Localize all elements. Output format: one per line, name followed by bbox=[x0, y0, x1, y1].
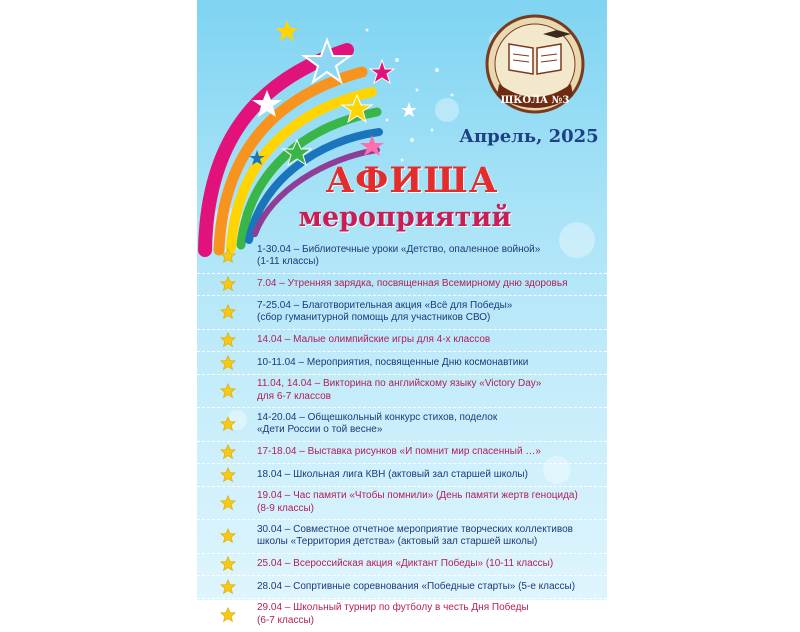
event-poster bbox=[197, 0, 607, 600]
event-item bbox=[197, 442, 607, 465]
event-text: 29.04 – Школьный турнир по футболу в честь Дня Победы bbox=[257, 602, 603, 615]
event-text: (сбор гуманитурной помощь для участников СВО) bbox=[257, 312, 603, 325]
star-bullet-icon bbox=[220, 556, 236, 572]
poster-date: Апрель, 2025 bbox=[459, 126, 599, 147]
event-text: 19.04 – Час памяти «Чтобы помнили» (День памяти жертв геноцида) bbox=[257, 490, 603, 503]
event-text: 7-25.04 – Благотворительная акция «Всё для Победы» bbox=[257, 300, 603, 313]
event-text: 17-18.04 – Выставка рисунков «И помнит мир спасенный …» bbox=[257, 446, 603, 459]
event-item bbox=[197, 296, 607, 330]
star-bullet-icon bbox=[220, 355, 236, 371]
event-text: (6-7 классы) bbox=[257, 615, 603, 628]
event-text: (8-9 классы) bbox=[257, 503, 603, 516]
event-text: школы «Территория детства» (актовый зал старшей школы) bbox=[257, 536, 603, 549]
event-item bbox=[197, 599, 607, 632]
event-item bbox=[197, 464, 607, 487]
star-bullet-icon bbox=[220, 444, 236, 460]
star-bullet-icon bbox=[220, 607, 236, 623]
poster-title: АФИША bbox=[297, 160, 527, 201]
event-item bbox=[197, 408, 607, 442]
star-bullet-icon bbox=[220, 528, 236, 544]
event-text: «Дети России о той весне» bbox=[257, 424, 603, 437]
star-bullet-icon bbox=[220, 467, 236, 483]
event-item bbox=[197, 375, 607, 409]
event-text: 1-30.04 – Библиотечные уроки «Детство, опаленное войной» bbox=[257, 244, 603, 257]
star-bullet-icon bbox=[220, 416, 236, 432]
school-logo bbox=[481, 10, 589, 118]
event-text: 14.04 – Малые олимпийские игры для 4-х классов bbox=[257, 334, 603, 347]
event-item bbox=[197, 352, 607, 375]
event-text: (1-11 классы) bbox=[257, 256, 603, 269]
event-item bbox=[197, 520, 607, 554]
star-bullet-icon bbox=[220, 248, 236, 264]
event-text: 30.04 – Совместное отчетное мероприятие творческих коллективов bbox=[257, 524, 603, 537]
event-text: 18.04 – Школьная лига КВН (актовый зал старшей школы) bbox=[257, 469, 603, 482]
star-bullet-icon bbox=[220, 383, 236, 399]
event-text: 28.04 – Сопртивные соревнования «Победные старты» (5-е классы) bbox=[257, 581, 603, 594]
event-item bbox=[197, 330, 607, 353]
event-text: 10-11.04 – Мероприятия, посвященные Дню космонавтики bbox=[257, 357, 603, 370]
event-item bbox=[197, 576, 607, 599]
event-text: 14-20.04 – Общешкольный конкурс стихов, поделок bbox=[257, 412, 603, 425]
event-text: 11.04, 14.04 – Викторина по английскому языку «Victory Day» bbox=[257, 378, 603, 391]
school-logo-text: ШКОЛА №3 bbox=[501, 95, 570, 106]
event-text: 7.04 – Утренняя зарядка, посвященная Всемирному дню здоровья bbox=[257, 278, 603, 291]
event-text: для 6-7 классов bbox=[257, 391, 603, 404]
star-bullet-icon bbox=[220, 304, 236, 320]
star-bullet-icon bbox=[220, 276, 236, 292]
event-item bbox=[197, 240, 607, 274]
event-item bbox=[197, 554, 607, 577]
star-bullet-icon bbox=[220, 332, 236, 348]
event-item bbox=[197, 274, 607, 297]
star-bullet-icon bbox=[220, 495, 236, 511]
event-text: 25.04 – Всероссийская акция «Диктант Победы» (10-11 классы) bbox=[257, 558, 603, 571]
event-item bbox=[197, 487, 607, 521]
events-list bbox=[197, 240, 607, 632]
star-bullet-icon bbox=[220, 579, 236, 595]
poster-subtitle: мероприятий bbox=[275, 202, 535, 233]
